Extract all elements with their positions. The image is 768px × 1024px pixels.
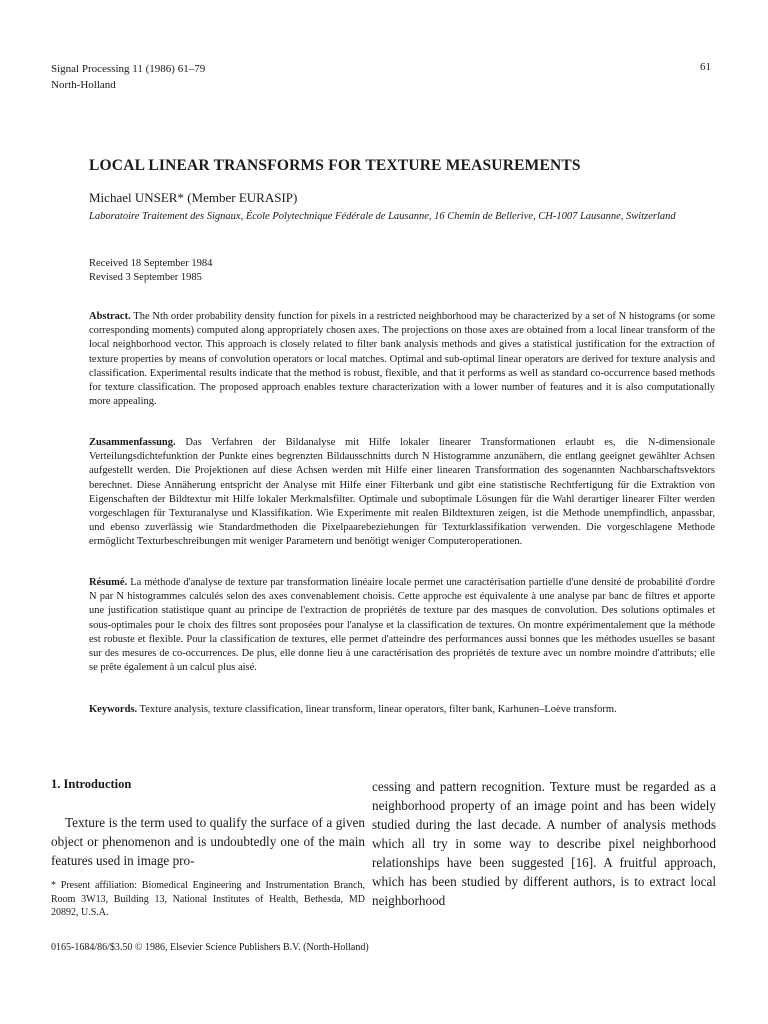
abstract-text: The Nth order probability density function for pixels in a restricted neighborhood may be characterized by a set of N histograms (or some corresponding moments) computed along appropriately chosen axes. The projections on those axes are obtained from a local linear transform of the local neighborhood vector. This approach is closely related to filter bank analysis methods and gives a statistical justification for the extraction of texture properties by means of convolution operators or local matches. Optimal and sub-optimal linear operators are derived for texture analysis and classification. Experimental results indicate that the method is robust, flexible, and that it performs as well as standard co-occurrence based methods for texture classification. The proposed approach enables texture characterization with a lower number of features and it is also computationally more appealing. [89,311,715,408]
paper-title: LOCAL LINEAR TRANSFORMS FOR TEXTURE MEASUREMENTS [89,157,581,174]
keywords [89,703,715,717]
dates [89,257,212,285]
resume [89,576,715,675]
zusammenfassung [89,436,715,550]
zusammenfassung-label: Zusammenfassung. [89,437,176,448]
keywords-label: Keywords. [89,704,138,715]
footnote: * Present affiliation: Biomedical Engineering and Instrumentation Branch, Room 3W13, Building 13, National Institutes of Health, Bethesda, MD 20892, U.S.A. [51,880,365,918]
zusammenfassung-text: Das Verfahren der Bildanalyse mit Hilfe lokaler linearer Transformationen erlaubt es, die N-dimensionale Verteilungsdichtefunktion der Punkte eines begrenzten Bildausschnitts durch N Histogramme anzunähern, die entlang geeignet gewählter Achsen aufgestellt werden. Die Projektionen auf diese Achsen werden mit Hilfe einer linearen Transformation des sogenannten Nachbarschaftsvektors berechnet. Diese Annäherung entspricht der Analyse mit Hilfe einer Filterbank und gibt eine statistische Rechtfertigung für die Extraktion von Eigenschaften der Bildtextur mit Hilfe lokaler Merkmalsfilter. Optimale und suboptimale Lösungen für die Wahl derartiger linearer Filter werden vorgeschlagen für Texturanalyse und Klassifikation. Wie Experimente mit realen Bildtexturen zeigen, ist die Methode unempfindlich, anpassbar, und ebenso zuverlässig wie Standardmethoden die Pixelpaarebeziehungen für Texturklassifikation verwenden. Die vorgeschlagene Methode ermöglicht Texturbeschreibungen mit weniger Parametern und benötigt weniger Computeroperationen. [89,437,715,548]
intro-left-column: Texture is the term used to qualify the surface of a given object or phenomenon and is undoubtedly one of the main features used in image pro- [51,815,365,868]
keywords-text: Texture analysis, texture classification, linear transform, linear operators, filter bank, Karhunen–Loève transform. [137,704,617,715]
received-date: Received 18 September 1984 [89,258,213,269]
journal-citation [51,61,205,93]
revised-date: Revised 3 September 1985 [89,272,202,283]
author: Michael UNSER* (Member EURASIP) [89,190,298,205]
journal-name: Signal Processing 11 (1986) 61–79 [51,63,206,75]
resume-text: La méthode d'analyse de texture par transformation linéaire locale permet une caractérisation partielle d'une densité de probabilité d'ordre N par N histogrammes calculés selon des axes convenablement choisis. Cette approche est équivalente à une analyse par banc de filtres et apporte une justification statistique quant au principe de l'extraction de propriétés de texture par des masques de convolution. Des solutions optimales et sous-optimales pour le choix des filtres sont proposées pour l'analyse et la classification de textures. On montre expérimentalement que la méthode est robuste et flexible. Pour la classification de textures, elle permet d'atteindre des performances aussi bonnes que les méthodes usuelles se basant sur des mesures de co-occurrences. De plus, elle donne lieu à une caractérisation des propriétés de texture avec un nombre moindre d'attributs; elle se prête également à un calcul plus aisé. [89,577,715,674]
section-heading: 1. Introduction [51,777,132,791]
publisher: North-Holland [51,79,116,91]
resume-label: Résumé. [89,577,128,588]
abstract [89,310,715,409]
page-number: 61 [700,61,711,73]
copyright-line: 0165-1684/86/$3.50 © 1986, Elsevier Science Publishers B.V. (North-Holland) [51,942,369,953]
affiliation: Laboratoire Traitement des Signaux, École Polytechnique Fédérale de Lausanne, 16 Chemin de Bellerive, CH-1007 Lausanne, Switzerland [89,211,676,222]
abstract-label: Abstract. [89,311,131,322]
intro-right-column: cessing and pattern recognition. Texture must be regarded as a neighborhood property of an image point and has been widely studied during the last decade. A number of analysis methods which all try in some way to describe pixel neighborhood relationships have been suggested [16]. A fruitful approach, which has been studied by different authors, is to extract local neighborhood [372,779,716,908]
